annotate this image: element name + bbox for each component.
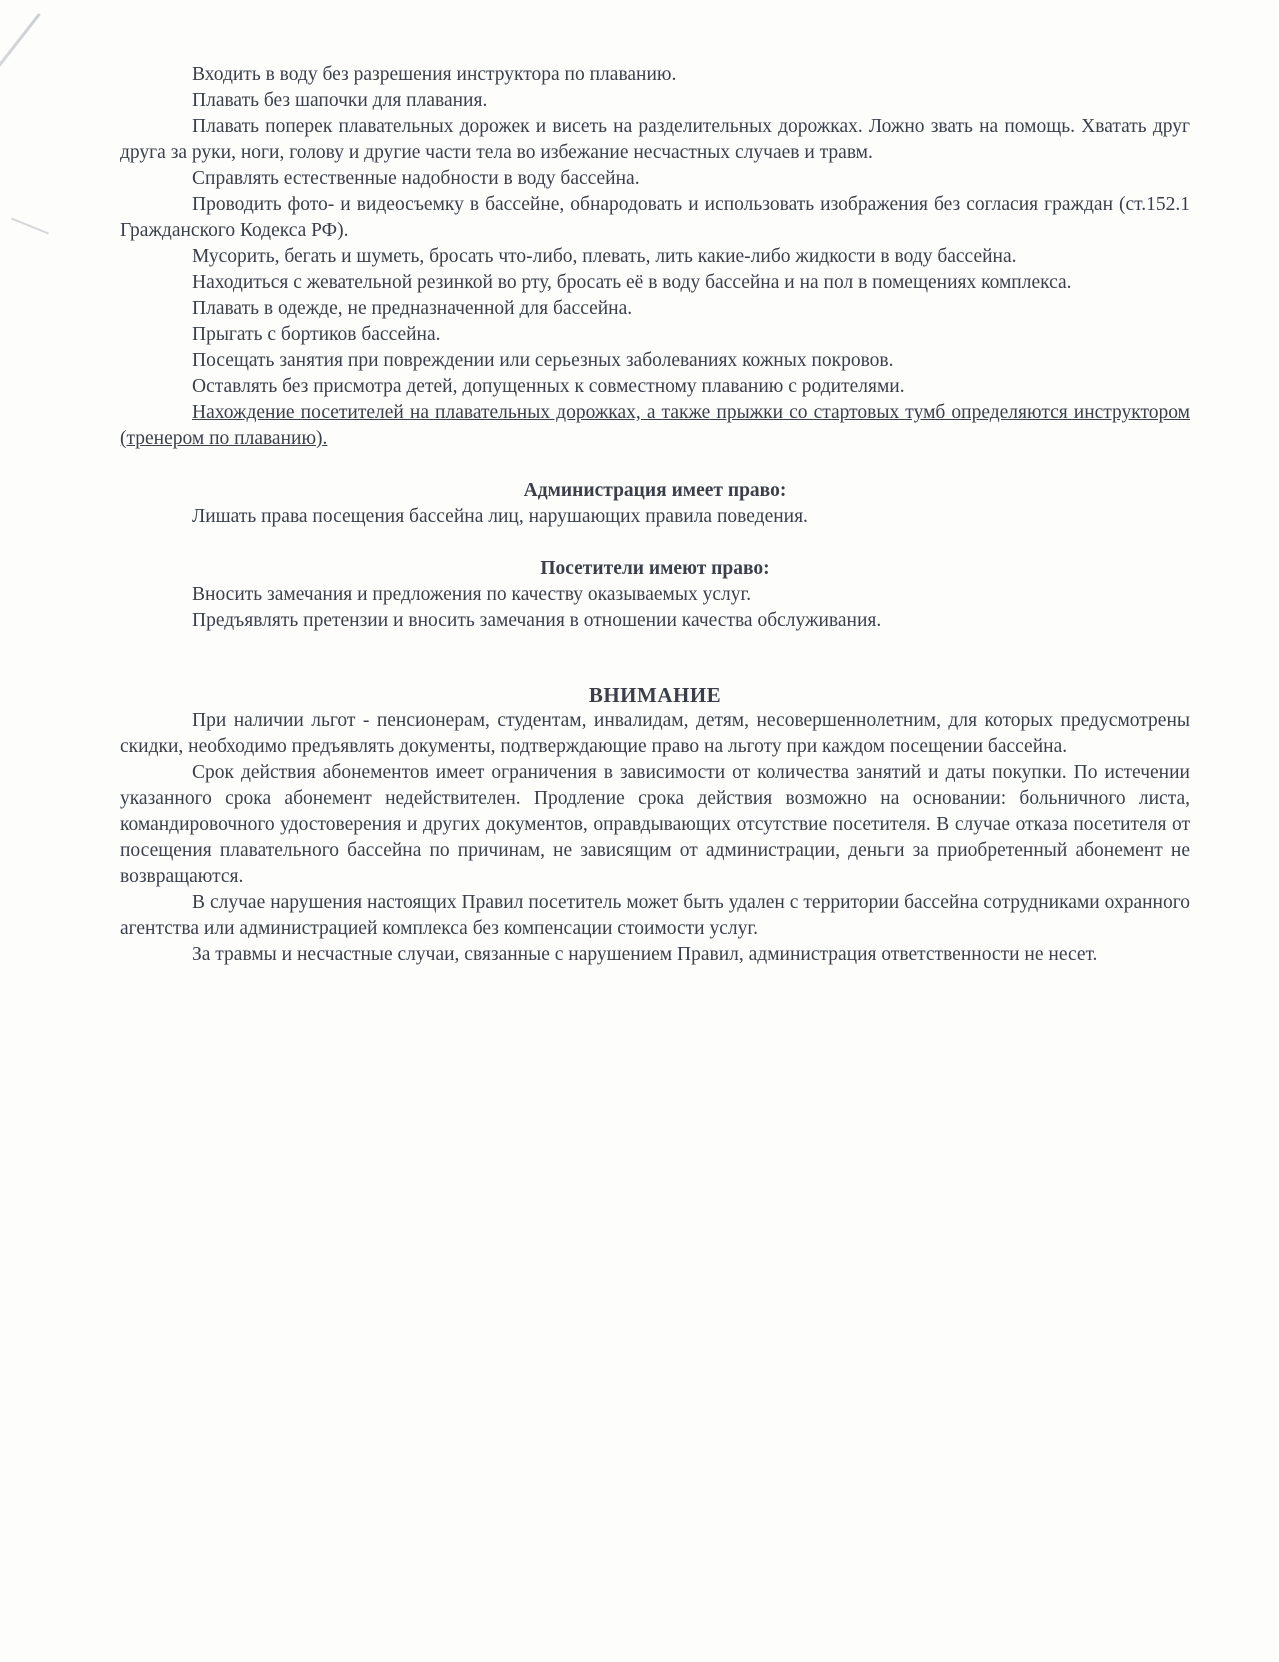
scan-pen-mark (0, 13, 41, 133)
admin-rights-item: Лишать права посещения бассейна лиц, нарушающих правила поведения. (192, 506, 808, 527)
attention-paragraph: В случае нарушения настоящих Правил посетитель может быть удален с территории бассейна сотрудниками охранного агентства или администрацией комплекса без компенсации стоимости услуг. (120, 892, 1190, 939)
attention-paragraph: Срок действия абонементов имеет ограничения в зависимости от количества занятий и даты покупки. По истечении указанного срока абонемент недействителен. Продление срока действия возможно на основании: больничного листа, командировочного удостоверения и других документов, оправдывающих отсутствие посетителя. В случае отказа посетителя от посещения плавательного бассейна по причинам, не зависящим от администрации, деньги за приобретенный абонемент не возвращаются. (120, 762, 1190, 887)
rule-item: Плавать поперек плавательных дорожек и висеть на разделительных дорожках. Ложно звать на помощь. Хватать друг друга за руки, ноги, голову и другие части тела во избежание несчастных случаев и травм. (120, 116, 1190, 163)
scan-pen-mark (11, 218, 49, 235)
rule-item: Прыгать с бортиков бассейна. (192, 324, 441, 345)
visitor-rights-title: Посетители имеют право: (540, 558, 770, 579)
visitor-rights-item: Вносить замечания и предложения по качеству оказываемых услуг. (192, 584, 752, 605)
document-body (120, 62, 1190, 968)
rule-item: Мусорить, бегать и шуметь, бросать что-либо, плевать, лить какие-либо жидкости в воду бассейна. (192, 246, 1017, 267)
rule-item: Справлять естественные надобности в воду бассейна. (192, 168, 640, 189)
spacer (120, 452, 1190, 478)
attention-paragraph: При наличии льгот - пенсионерам, студентам, инвалидам, детям, несовершеннолетним, для которых предусмотрены скидки, необходимо предъявлять документы, подтверждающие право на льготу при каждом посещении бассейна. (120, 710, 1190, 757)
rule-item: Входить в воду без разрешения инструктора по плаванию. (192, 64, 677, 85)
admin-rights-title: Администрация имеет право: (523, 480, 787, 501)
underlined-note: Нахождение посетителей на плавательных дорожках, а также прыжки со стартовых тумб определяются инструктором (тренером по плаванию). (120, 402, 1190, 449)
visitor-rights-item: Предъявлять претензии и вносить замечания в отношении качества обслуживания. (192, 610, 882, 631)
rule-item: Оставлять без присмотра детей, допущенных к совместному плаванию с родителями. (192, 376, 905, 397)
rule-item: Посещать занятия при повреждении или серьезных заболеваниях кожных покровов. (192, 350, 894, 371)
rule-item: Находиться с жевательной резинкой во рту, бросать её в воду бассейна и на пол в помещениях комплекса. (192, 272, 1072, 293)
spacer (120, 634, 1190, 682)
attention-paragraph: За травмы и несчастные случаи, связанные с нарушением Правил, администрация ответственности не несет. (192, 944, 1098, 965)
rule-item: Проводить фото- и видеосъемку в бассейне, обнародовать и использовать изображения без согласия граждан (ст.152.1 Гражданского Кодекса РФ). (120, 194, 1190, 241)
attention-title: ВНИМАНИЕ (588, 683, 722, 707)
rule-item: Плавать в одежде, не предназначенной для бассейна. (192, 298, 633, 319)
rule-item: Плавать без шапочки для плавания. (192, 90, 488, 111)
spacer (120, 530, 1190, 556)
